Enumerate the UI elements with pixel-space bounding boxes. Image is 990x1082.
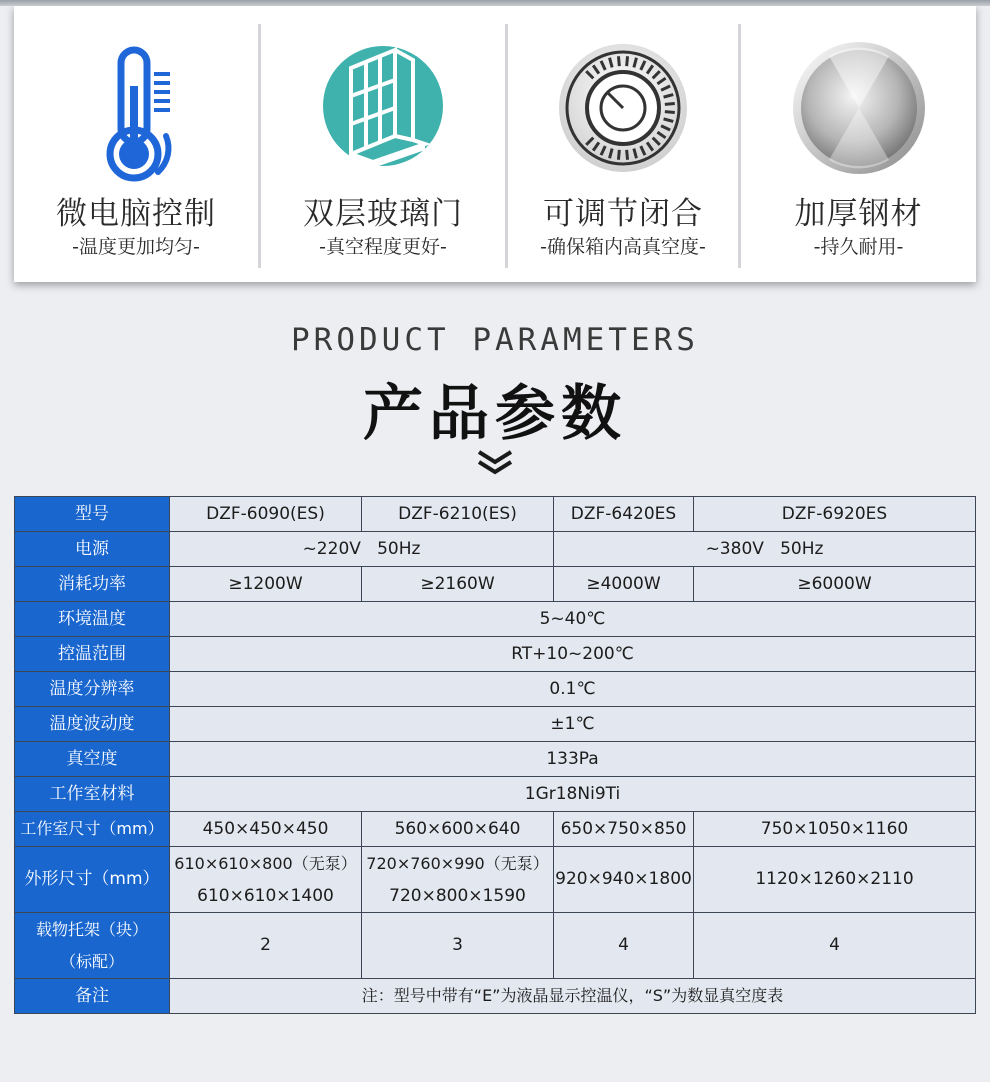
table-cell: DZF-6210(ES) xyxy=(362,497,554,532)
table-cell: 注：型号中带有“E”为液晶显示控温仪，“S”为数显真空度表 xyxy=(170,979,976,1014)
table-cell: 5~40℃ xyxy=(170,602,976,637)
table-cell: ≥2160W xyxy=(362,567,554,602)
table-cell: DZF-6090(ES) xyxy=(170,497,362,532)
table-cell: DZF-6920ES xyxy=(694,497,976,532)
table-cell: 133Pa xyxy=(170,742,976,777)
row-label: 温度波动度 xyxy=(15,707,170,742)
cell-line: 720×760×990（无泵） xyxy=(366,853,549,873)
row-label: 电源 xyxy=(15,532,170,567)
double-chevron-down-icon xyxy=(475,448,515,478)
row-label: 环境温度 xyxy=(15,602,170,637)
table-row-power-supply xyxy=(15,532,976,567)
feature-title: 双层玻璃门 xyxy=(303,196,463,232)
table-cell: RT+10~200℃ xyxy=(170,637,976,672)
feature-double-glass-door xyxy=(261,6,505,282)
feature-thick-steel xyxy=(741,6,976,282)
table-cell: DZF-6420ES xyxy=(554,497,694,532)
dial-tick xyxy=(618,56,619,66)
table-row-chamber-size xyxy=(15,812,976,847)
row-label: 工作室材料 xyxy=(15,777,170,812)
feature-title: 微电脑控制 xyxy=(56,196,216,232)
dial-tick xyxy=(627,150,628,160)
steel-plate-icon xyxy=(789,36,929,186)
table-cell: ≥4000W xyxy=(554,567,694,602)
table-row-ambient xyxy=(15,602,976,637)
parameters-table xyxy=(14,496,976,1014)
table-cell: 450×450×450 xyxy=(170,812,362,847)
row-label: 真空度 xyxy=(15,742,170,777)
table-cell: ≥6000W xyxy=(694,567,976,602)
table-cell: ~220V 50Hz xyxy=(170,532,554,567)
heading-chinese: 产品参数 xyxy=(363,379,627,449)
feature-title: 可调节闭合 xyxy=(543,196,703,232)
feature-adjustable-closure xyxy=(508,6,738,282)
row-label-line: 载物托架（块） xyxy=(35,919,148,939)
thermometer-icon xyxy=(66,36,206,186)
table-cell: 920×940×1800 xyxy=(554,847,694,913)
cell-line: 610×610×800（无泵） xyxy=(174,853,357,873)
table-cell: 1Gr18Ni9Ti xyxy=(170,777,976,812)
feature-subtitle: -温度更加均匀- xyxy=(72,236,200,258)
table-cell: 4 xyxy=(694,913,976,979)
row-label: 外形尺寸（mm） xyxy=(15,847,170,913)
table-row-remark xyxy=(15,979,976,1014)
table-cell: ±1℃ xyxy=(170,707,976,742)
dial-tick xyxy=(618,150,619,160)
table-cell xyxy=(170,847,362,913)
row-label: 消耗功率 xyxy=(15,567,170,602)
feature-microcomputer xyxy=(14,6,258,282)
feature-title: 加厚钢材 xyxy=(794,196,923,232)
dial-tick xyxy=(665,112,675,113)
table-row-shelves xyxy=(15,913,976,979)
table-row-outer-size xyxy=(15,847,976,913)
cell-line: 610×610×1400 xyxy=(197,885,334,906)
table-cell: 650×750×850 xyxy=(554,812,694,847)
feature-subtitle: -真空程度更好- xyxy=(319,236,447,258)
table-cell: 1120×1260×2110 xyxy=(694,847,976,913)
row-label: 温度分辨率 xyxy=(15,672,170,707)
table-cell xyxy=(362,847,554,913)
table-cell: 4 xyxy=(554,913,694,979)
dial-icon xyxy=(553,36,693,186)
dial-tick xyxy=(665,103,675,104)
table-cell: ~380V 50Hz xyxy=(554,532,976,567)
table-row-fluctuation xyxy=(15,707,976,742)
row-label-line: （标配） xyxy=(59,951,124,971)
table-row-model xyxy=(15,497,976,532)
row-label: 备注 xyxy=(15,979,170,1014)
table-row-power xyxy=(15,567,976,602)
row-label: 控温范围 xyxy=(15,637,170,672)
feature-subtitle: -确保箱内高真空度- xyxy=(540,236,706,258)
table-cell: 2 xyxy=(170,913,362,979)
cell-line: 720×800×1590 xyxy=(389,885,526,906)
table-row-control-range xyxy=(15,637,976,672)
table-cell: 750×1050×1160 xyxy=(694,812,976,847)
table-row-resolution xyxy=(15,672,976,707)
glass-door-icon xyxy=(313,36,453,186)
table-cell: 3 xyxy=(362,913,554,979)
table-row-chamber-material xyxy=(15,777,976,812)
feature-subtitle: -持久耐用- xyxy=(813,236,904,258)
heading-english: PRODUCT PARAMETERS xyxy=(291,322,699,358)
table-cell: 0.1℃ xyxy=(170,672,976,707)
table-row-vacuum xyxy=(15,742,976,777)
table-cell: 560×600×640 xyxy=(362,812,554,847)
feature-panel xyxy=(14,6,976,282)
row-label: 型号 xyxy=(15,497,170,532)
table-cell: ≥1200W xyxy=(170,567,362,602)
row-label xyxy=(15,913,170,979)
dial-tick xyxy=(627,56,628,66)
row-label: 工作室尺寸（mm） xyxy=(15,812,170,847)
